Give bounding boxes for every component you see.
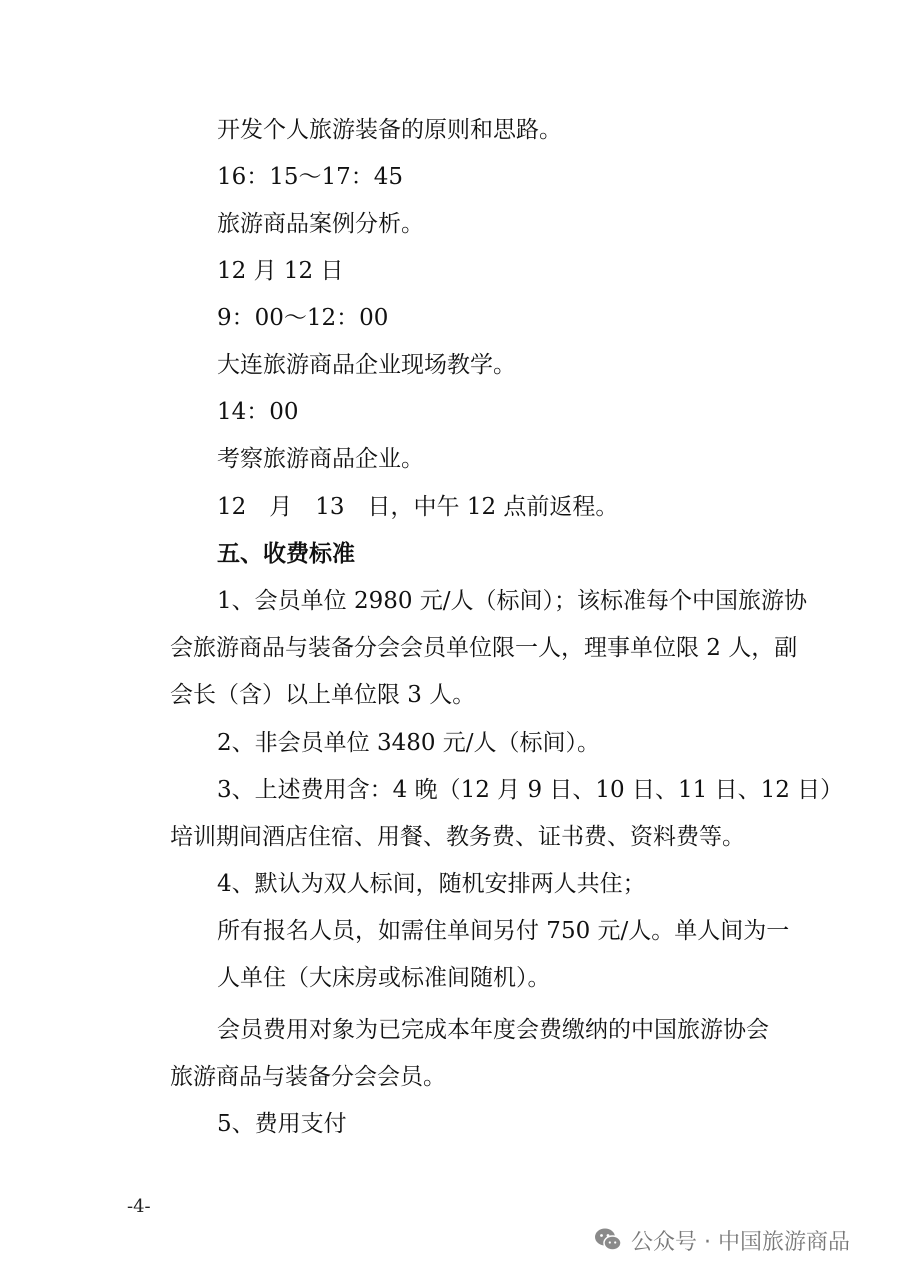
watermark-text: 公众号 · 中国旅游商品 — [631, 1229, 850, 1255]
text-line: 考察旅游商品企业。 — [217, 446, 424, 472]
watermark — [593, 1222, 850, 1258]
text-line: 大连旅游商品企业现场教学。 — [217, 352, 516, 378]
text-line: 12 月 12 日 — [217, 258, 344, 284]
text-line: 会旅游商品与装备分会会员单位限一人，理事单位限 2 人，副 — [170, 635, 798, 661]
text-line: 会员费用对象为已完成本年度会费缴纳的中国旅游协会 — [217, 1017, 769, 1043]
text-line: 14：00 — [217, 399, 299, 425]
text-line: 12 月 13 日，中午 12 点前返程。 — [217, 494, 619, 520]
text-line: 9：00～12：00 — [217, 305, 389, 331]
text-line: 开发个人旅游装备的原则和思路。 — [217, 117, 562, 143]
text-line: 会长（含）以上单位限 3 人。 — [170, 682, 476, 708]
text-line: 培训期间酒店住宿、用餐、教务费、证书费、资料费等。 — [170, 824, 745, 850]
text-line: 人单住（大床房或标准间随机）。 — [217, 965, 551, 991]
page-number: -4- — [127, 1196, 151, 1217]
text-line: 2、非会员单位 3480 元/人（标间）。 — [217, 730, 601, 756]
text-line: 所有报名人员，如需住单间另付 750 元/人。单人间为一 — [217, 918, 790, 944]
text-line: 16：15～17：45 — [217, 164, 404, 190]
text-line: 旅游商品案例分析。 — [217, 211, 424, 237]
text-line: 5、费用支付 — [217, 1111, 347, 1137]
section-heading: 五、收费标准 — [217, 541, 355, 567]
wechat-icon — [593, 1225, 623, 1255]
text-line: 3、上述费用含：4 晚（12 月 9 日、10 日、11 日、12 日） — [217, 777, 844, 803]
text-line: 旅游商品与装备分会会员。 — [170, 1064, 446, 1090]
text-line: 4、默认为双人标间，随机安排两人共住； — [217, 871, 646, 897]
text-line: 1、会员单位 2980 元/人（标间）；该标准每个中国旅游协 — [217, 588, 808, 614]
